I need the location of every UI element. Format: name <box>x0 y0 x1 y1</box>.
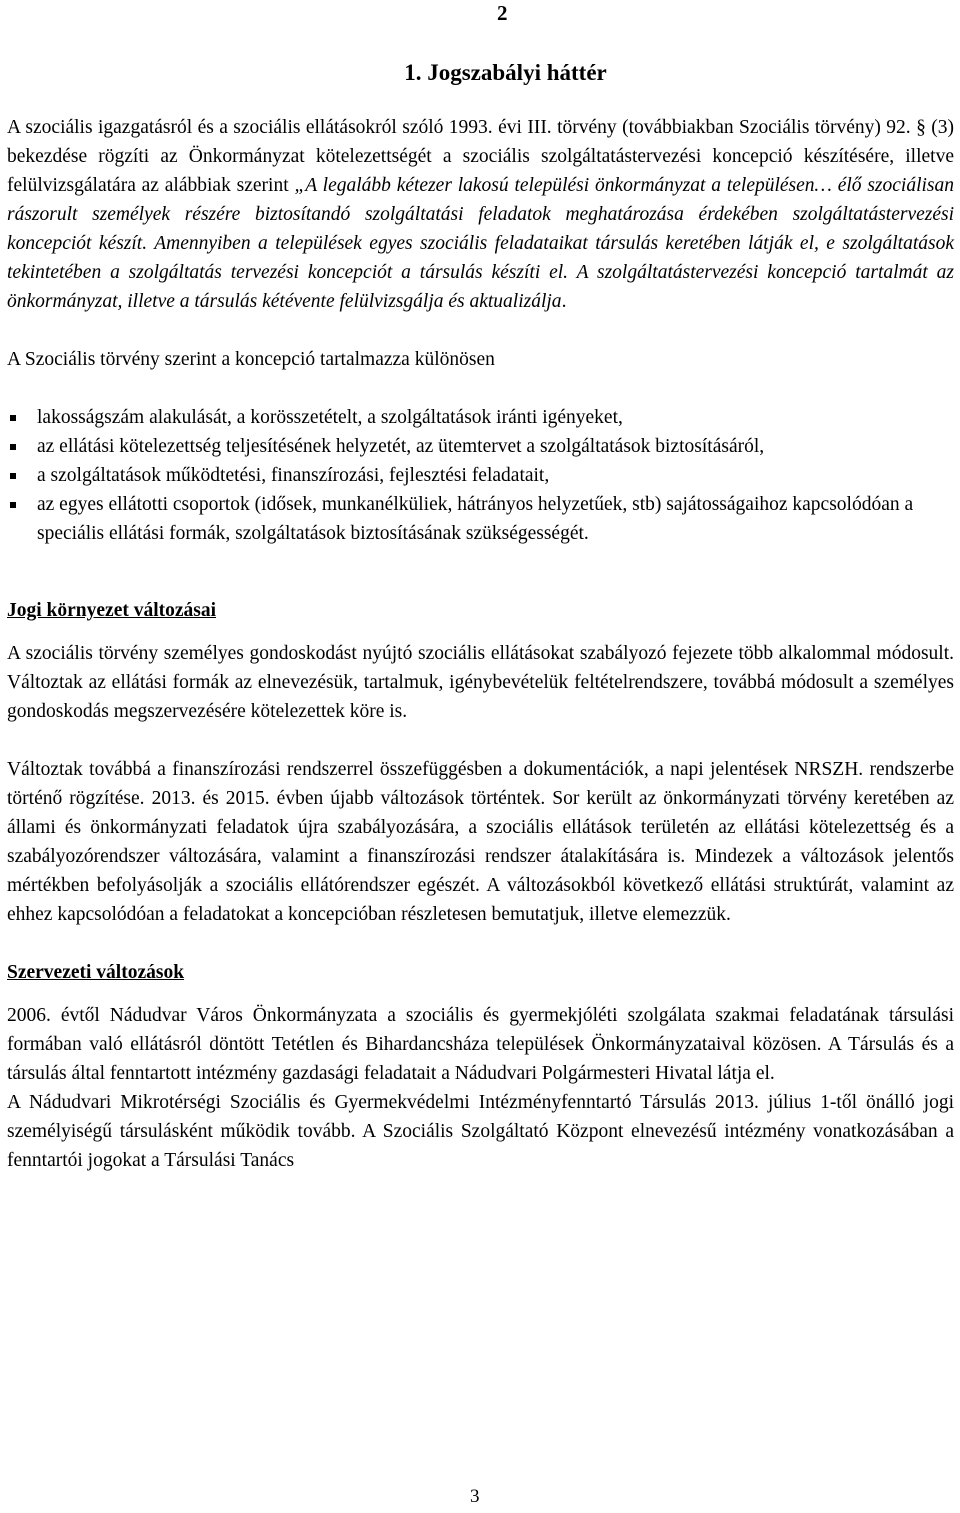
lead-paragraph: A Szociális törvény szerint a koncepció tartalmazza különösen <box>7 349 495 370</box>
intro-quote-2: Amennyiben a települések egyes szociális feladataikat társulás keretében látják el, e szolgáltatások tekintetében a szolgáltatás tervezési koncepciót a társulás készíti el. <box>7 233 955 283</box>
intro-paragraph <box>7 113 954 316</box>
heading-legal-environment: Jogi környezet változásai <box>7 600 217 621</box>
list-item: lakosságszám alakulását, a korösszetételt, a szolgáltatások iránti igényeket, <box>7 403 954 432</box>
section-title: 1. Jogszabályi háttér <box>404 60 607 85</box>
intro-text: A szociális igazgatásról és a szociális ellátásokról szóló 1993. évi III. törvény (továbbiakban Szociális törvény) 92. § (3) bekezdése rögzíti az Önkormányzat kötelezettségét a szociális szolgáltatástervezési koncepció készítésére, illetve felülvizsgálatára az alábbiak szerint <box>7 117 954 196</box>
content-list <box>7 403 954 548</box>
org-paragraph-1: 2006. évtől Nádudvar Város Önkormányzata a szociális és gyermekjóléti szolgálata szakmai feladatának társulási formában való ellátásról döntött Tetétlen és Bihardancsháza települések Önkormányzataival közösen. A Társulás és a társulás által fenntartott intézmény gazdasági feladatait a Nádudvari Polgármesteri Hivatal látja el. <box>7 1005 954 1084</box>
org-paragraph-2: A Nádudvari Mikrotérségi Szociális és Gyermekvédelmi Intézményfenntartó Társulás 2013. július 1-től önálló jogi személyiségű társulásként működik tovább. A Szociális Szolgáltató Központ elnevezésű intézmény vonatkozásában a fenntartói jogokat a Társulási Tanács <box>7 1092 954 1171</box>
list-item: az ellátási kötelezettség teljesítésének helyzetét, az ütemtervet a szolgáltatások biztosításáról, <box>7 432 954 461</box>
legal-paragraph-1: A szociális törvény személyes gondoskodást nyújtó szociális ellátásokat szabályozó fejezete több alkalommal módosult. Változtak az ellátási formák az elnevezésük, tartalmuk, igénybevételük feltételrendszere, továbbá módosult a személyes gondoskodás megszervezésére kötelezettek köre is. <box>7 643 954 722</box>
heading-organizational-changes: Szervezeti változások <box>7 962 185 983</box>
list-item: a szolgáltatások működtetési, finanszírozási, fejlesztési feladatait, <box>7 461 954 490</box>
legal-paragraph-2: Változtak továbbá a finanszírozási rendszerrel összefüggésben a dokumentációk, a napi jelentések NRSZH. rendszerbe történő rögzítése. 2013. és 2015. évben újabb változások történtek. Sor került az önkormányzati törvény keretében az állami és önkormányzati feladatok újra szabályozására, a szociális ellátások területén az ellátási kötelezettség és a szabályozórendszer változására, valamint a finanszírozási rendszer átalakítására is. Mindezek a változások jelentős mértékben befolyásolják a szociális ellátórendszer egészét. A változásokból következő ellátási struktúrát, valamint az ehhez kapcsolódóan a feladatokat a koncepcióban részletesen bemutatjuk, illetve elemezzük. <box>7 759 954 925</box>
list-item: az egyes ellátotti csoportok (idősek, munkanélküliek, hátrányos helyzetűek, stb) sajátosságaihoz kapcsolódóan a speciális ellátási formák, szolgáltatások biztosításának szükségességét. <box>7 490 954 548</box>
intro-quote-1: „A legalább kétezer lakosú települési önkormányzat a településen… élő szociálisan rászorult személyek részére biztosítandó szolgáltatási feladatok meghatározása érdekében szolgáltatástervezési koncepciót készít. <box>7 175 955 254</box>
intro-end: . <box>561 291 567 312</box>
page-number-top: 2 <box>497 1 508 25</box>
document-body <box>7 57 954 1175</box>
intro-quote-3: A szolgáltatástervezési koncepció tartalmát az önkormányzat, illetve a társulás kétévente felülvizsgálja és aktualizálja <box>7 262 954 312</box>
page-number-bottom: 3 <box>470 1486 480 1507</box>
